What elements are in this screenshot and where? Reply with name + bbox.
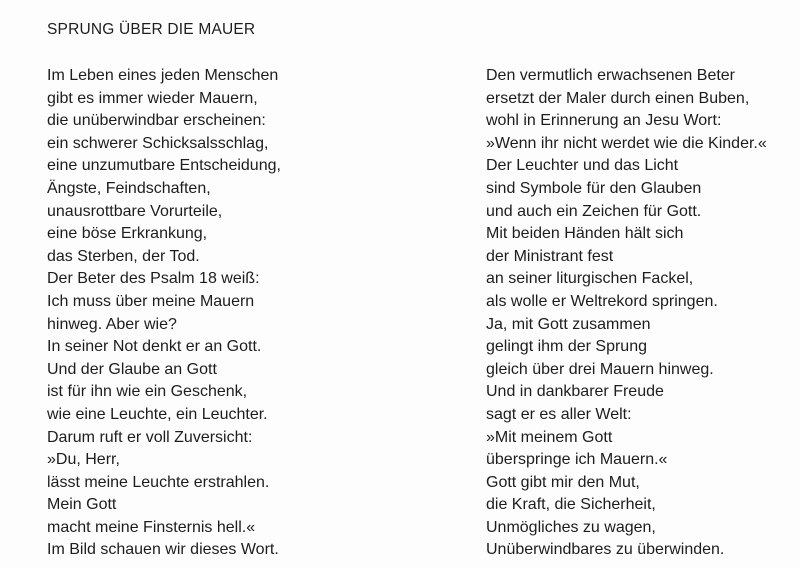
text-line: Der Leuchter und das Licht (486, 157, 679, 175)
text-line: Der Beter des Psalm 18 weiß: (47, 270, 260, 288)
text-line: sagt er es aller Welt: (486, 405, 632, 423)
text-line: Mein Gott (47, 496, 117, 514)
left-text-column (47, 65, 281, 562)
text-line: und auch ein Zeichen für Gott. (486, 202, 702, 220)
text-line: Gott gibt mir den Mut, (486, 473, 640, 491)
text-line: überspringe ich Mauern.« (486, 451, 668, 469)
text-line: ein schwerer Schicksalsschlag, (47, 134, 269, 152)
text-line: die unüberwindbar erscheinen: (47, 112, 266, 130)
text-line: Ich muss über meine Mauern (47, 292, 255, 310)
text-line: wie eine Leuchte, ein Leuchter. (47, 405, 268, 423)
text-line: als wolle er Weltrekord springen. (486, 292, 718, 310)
text-line: macht meine Finsternis hell.« (47, 518, 256, 536)
text-line: »Du, Herr, (47, 451, 120, 469)
text-line: In seiner Not denkt er an Gott. (47, 338, 262, 356)
text-line: an seiner liturgischen Fackel, (486, 270, 694, 288)
text-line: Und in dankbarer Freude (486, 383, 664, 401)
text-line: Ängste, Feindschaften, (47, 179, 211, 197)
text-line: Mit beiden Händen hält sich (486, 225, 684, 243)
text-line: ist für ihn wie ein Geschenk, (47, 383, 248, 401)
text-line: Im Bild schauen wir dieses Wort. (47, 541, 279, 559)
text-line: Und der Glaube an Gott (47, 360, 217, 378)
text-line: Darum ruft er voll Zuversicht: (47, 428, 253, 446)
text-line: lässt meine Leuchte erstrahlen. (47, 473, 270, 491)
text-line: ersetzt der Maler durch einen Buben, (486, 89, 750, 107)
text-line: Ja, mit Gott zusammen (486, 315, 651, 333)
text-line: »Wenn ihr nicht werdet wie die Kinder.« (486, 134, 767, 152)
text-line: »Mit meinem Gott (486, 428, 613, 446)
text-line: Im Leben eines jeden Menschen (47, 67, 279, 84)
text-line: die Kraft, die Sicherheit, (486, 496, 656, 514)
text-line: wohl in Erinnerung an Jesu Wort: (486, 112, 722, 130)
text-line: der Ministrant fest (486, 247, 614, 265)
text-line: sind Symbole für den Glauben (486, 179, 702, 197)
text-line: gleich über drei Mauern hinweg. (486, 360, 714, 378)
text-line: unausrottbare Vorurteile, (47, 202, 223, 220)
text-line: eine böse Erkrankung, (47, 225, 208, 243)
text-line: Unmögliches zu wagen, (486, 518, 656, 536)
text-line: eine unzumutbare Entscheidung, (47, 157, 281, 175)
text-line: Unüberwindbares zu überwinden. (486, 541, 725, 559)
text-line: gibt es immer wieder Mauern, (47, 89, 258, 107)
text-line: gelingt ihm der Sprung (486, 338, 647, 356)
page-title: SPRUNG ÜBER DIE MAUER (47, 21, 256, 38)
right-text-column (486, 65, 767, 562)
text-line: Den vermutlich erwachsenen Beter (486, 67, 736, 84)
text-line: das Sterben, der Tod. (47, 247, 200, 265)
text-line: hinweg. Aber wie? (47, 315, 177, 333)
